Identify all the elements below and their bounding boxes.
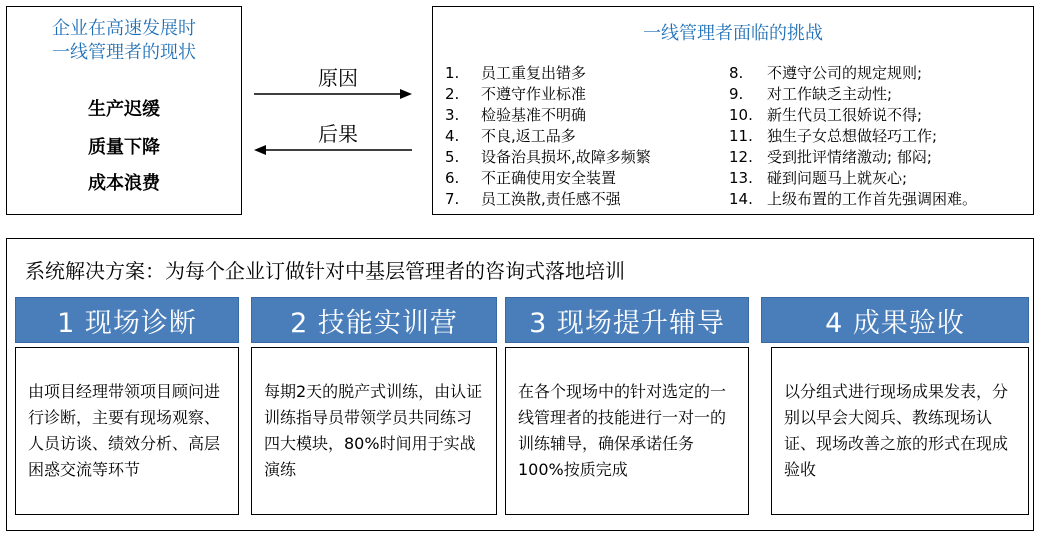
cause-label: 原因 (318, 66, 358, 90)
status-title-line2: 一线管理者的现状 (52, 42, 196, 63)
step-body-text: 由项目经理带领项目顾问进行诊断，主要有现场观察、人员访谈、绩效分析、高层困惑交流等环节 (28, 382, 221, 479)
challenge-text: 员工涣散,责任感不强 (481, 190, 621, 208)
challenge-number: 14. (729, 190, 753, 208)
challenge-text: 员工重复出错多 (481, 64, 587, 82)
status-title (7, 17, 241, 65)
challenge-text: 不良,返工品多 (481, 127, 576, 145)
challenge-number: 2. (445, 85, 460, 103)
challenge-text: 独生子女总想做轻巧工作; (767, 127, 938, 145)
status-item-cost: 成本浪费 (88, 173, 160, 194)
step-header-acceptance: 4 成果验收 (761, 297, 1029, 343)
challenge-item (729, 126, 938, 146)
challenge-item (445, 168, 617, 188)
solution-title: 系统解决方案：为每个企业订做针对中基层管理者的咨询式落地培训 (25, 259, 625, 283)
status-item-quality: 质量下降 (88, 137, 160, 158)
step-header-onsite-coaching: 3 现场提升辅导 (505, 297, 749, 343)
challenge-number: 7. (445, 190, 460, 208)
challenge-item (729, 105, 923, 125)
challenge-number: 12. (729, 148, 753, 166)
challenge-item (729, 63, 923, 83)
challenge-number: 4. (445, 127, 460, 145)
challenge-text: 对工作缺乏主动性; (767, 85, 893, 103)
challenge-item (445, 126, 576, 146)
step-body-training-camp (251, 347, 497, 515)
step-header-diagnosis: 1 现场诊断 (15, 297, 239, 343)
challenge-number: 3. (445, 106, 460, 124)
challenge-item (445, 105, 587, 125)
challenge-number: 10. (729, 106, 753, 124)
challenge-number: 1. (445, 64, 460, 82)
status-box (6, 6, 242, 215)
effect-label: 后果 (318, 122, 358, 146)
step-body-diagnosis (15, 347, 239, 515)
status-title-line1: 企业在高速发展时 (52, 18, 196, 39)
challenge-text: 碰到问题马上就灰心; (767, 169, 908, 187)
step-body-text: 以分组式进行现场成果发表，分别以早会大阅兵、教练现场认证、现场改善之旅的形式在现成验收 (784, 382, 1009, 479)
challenge-text: 不正确使用安全装置 (481, 169, 617, 187)
step-body-onsite-coaching (505, 347, 749, 515)
challenge-number: 8. (729, 64, 744, 82)
challenge-text: 设备治具损坏,故障多频繁 (481, 148, 651, 166)
right-arrow-icon (252, 86, 414, 102)
status-item-production: 生产迟缓 (88, 99, 160, 120)
challenge-text: 不遵守作业标准 (481, 85, 587, 103)
challenge-text: 受到批评情绪激动; 郁闷; (767, 148, 932, 166)
step-header-training-camp: 2 技能实训营 (251, 297, 497, 343)
challenge-item (445, 147, 651, 167)
challenge-item (445, 63, 587, 83)
challenge-item (445, 84, 587, 104)
step-body-acceptance (771, 347, 1029, 515)
solution-box (6, 238, 1034, 531)
challenge-item (445, 189, 621, 209)
challenge-number: 13. (729, 169, 753, 187)
challenge-text: 不遵守公司的规定规则; (767, 64, 923, 82)
challenges-box (432, 6, 1034, 215)
challenge-text: 上级布置的工作首先强调困难。 (767, 190, 978, 208)
challenge-number: 9. (729, 85, 744, 103)
challenge-number: 11. (729, 127, 753, 145)
step-body-text: 每期2天的脱产式训练，由认证训练指导员带领学员共同练习四大模块，80%时间用于实战演练 (264, 382, 483, 479)
left-arrow-icon (252, 142, 414, 158)
challenges-title: 一线管理者面临的挑战 (643, 23, 823, 44)
challenge-text: 新生代员工很娇说不得; (767, 106, 923, 124)
challenge-number: 6. (445, 169, 460, 187)
challenge-item (729, 84, 893, 104)
step-body-text: 在各个现场中的针对选定的一线管理者的技能进行一对一的训练辅导，确保承诺任务100%按质完成 (518, 382, 727, 479)
challenge-item (729, 168, 908, 188)
challenge-item (729, 147, 932, 167)
challenge-text: 检验基准不明确 (481, 106, 587, 124)
challenge-item (729, 189, 978, 209)
challenge-number: 5. (445, 148, 460, 166)
